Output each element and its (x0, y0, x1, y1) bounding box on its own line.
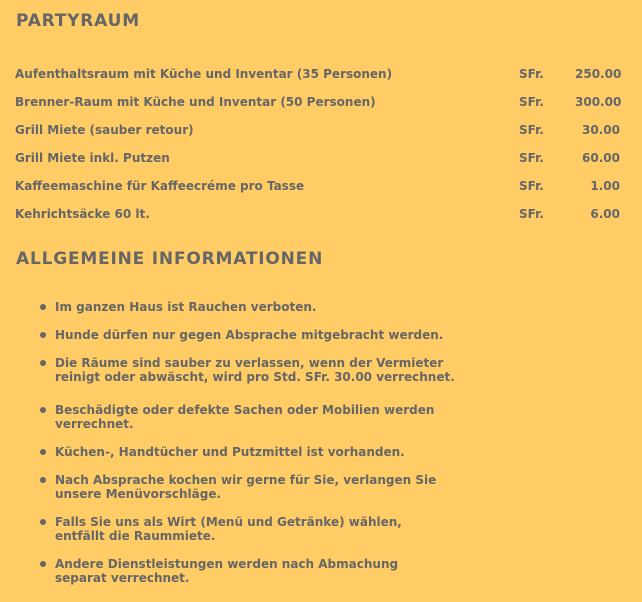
price-amount: 250.00 (575, 67, 622, 81)
price-row (15, 88, 620, 116)
list-item-text: Falls Sie uns als Wirt (Menü und Getränke) wählen, (55, 515, 402, 529)
price-currency: SFr. (519, 207, 544, 221)
list-item (38, 473, 458, 501)
price-currency: SFr. (519, 151, 544, 165)
list-item (38, 356, 458, 384)
list-item-text: Hunde dürfen nur gegen Absprache mitgebracht werden. (55, 328, 444, 342)
price-currency: SFr. (519, 67, 544, 81)
list-item-text: Beschädigte oder defekte Sachen oder Mobilien werden (55, 403, 435, 417)
price-amount: 60.00 (582, 151, 620, 165)
partyraum-title: PARTYRAUM (16, 11, 140, 31)
info-title: ALLGEMEINE INFORMATIONEN (16, 249, 324, 269)
list-item-text: Im ganzen Haus ist Rauchen verboten. (55, 300, 317, 314)
price-row (15, 116, 620, 144)
bullet-icon (40, 332, 46, 338)
list-item (38, 300, 458, 314)
bullet-icon (40, 477, 46, 483)
bullet-icon (40, 561, 46, 567)
list-item-text: Die Räume sind sauber zu verlassen, wenn der Vermieter (55, 356, 444, 370)
price-label: Aufenthaltsraum mit Küche und Inventar (35 Personen) (15, 67, 393, 81)
price-currency: SFr. (519, 179, 544, 193)
list-item (38, 328, 458, 342)
list-item-text: reinigt oder abwäscht, wird pro Std. SFr. 30.00 verrechnet. (55, 370, 455, 384)
price-table (15, 60, 620, 228)
price-row (15, 200, 620, 228)
list-item-text: Andere Dienstleistungen werden nach Abmachung (55, 557, 399, 571)
price-label: Kehrichtsäcke 60 lt. (15, 207, 150, 221)
price-amount: 300.00 (575, 95, 622, 109)
list-item-text: separat verrechnet. (55, 571, 190, 585)
price-label: Grill Miete inkl. Putzen (15, 151, 170, 165)
list-item-text: Nach Absprache kochen wir gerne für Sie, verlangen Sie (55, 473, 437, 487)
bullet-icon (40, 407, 46, 413)
bullet-icon (40, 304, 46, 310)
price-row (15, 60, 620, 88)
price-amount: 30.00 (582, 123, 620, 137)
price-label: Grill Miete (sauber retour) (15, 123, 194, 137)
list-item (38, 515, 458, 543)
price-label: Brenner-Raum mit Küche und Inventar (50 Personen) (15, 95, 376, 109)
price-currency: SFr. (519, 95, 544, 109)
list-item (38, 403, 458, 431)
list-item-text: entfällt die Raummiete. (55, 529, 216, 543)
list-item (38, 445, 458, 459)
bullet-icon (40, 449, 46, 455)
price-amount: 1.00 (590, 179, 620, 193)
price-currency: SFr. (519, 123, 544, 137)
bullet-icon (40, 360, 46, 366)
list-item-text: verrechnet. (55, 417, 134, 431)
price-amount: 6.00 (590, 207, 620, 221)
bullet-icon (40, 519, 46, 525)
info-list (38, 300, 458, 585)
price-row (15, 172, 620, 200)
list-item-text: Küchen-, Handtücher und Putzmittel ist vorhanden. (55, 445, 405, 459)
list-item (38, 557, 458, 585)
price-row (15, 144, 620, 172)
price-label: Kaffeemaschine für Kaffeecréme pro Tasse (15, 179, 305, 193)
list-item-text: unsere Menüvorschläge. (55, 487, 222, 501)
